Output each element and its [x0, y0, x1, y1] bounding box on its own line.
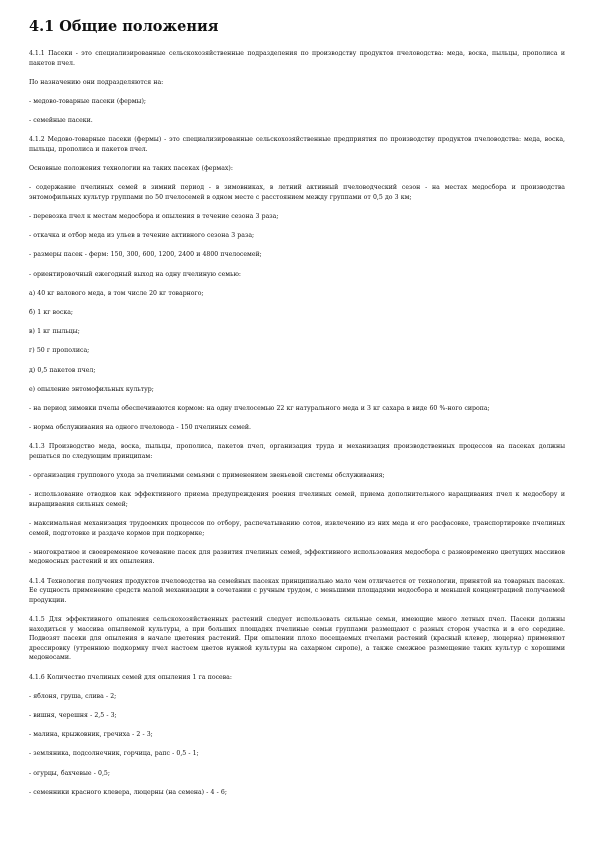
paragraph: - медово-товарные пасеки (фермы); [29, 97, 146, 105]
paragraph: е) опыление энтомофильных культур; [29, 385, 154, 393]
paragraph: - семейные пасеки. [29, 117, 93, 125]
paragraph: г) 50 г прополиса; [29, 347, 90, 355]
paragraph: а) 40 кг валового меда, в том числе 20 кг товарного; [29, 289, 204, 297]
paragraph: - ориентировочный ежегодный выход на одну пчелиную семью: [29, 270, 241, 278]
paragraph: По назначению они подразделяются на: [29, 78, 164, 86]
paragraph: - земляника, подсолнечник, горчица, рапс - 0,5 - 1; [29, 750, 199, 758]
paragraph: в) 1 кг пыльцы; [29, 328, 80, 336]
paragraph: - размеры пасек - ферм: 150, 300, 600, 1200, 2400 и 4800 пчелосемей; [29, 251, 262, 259]
paragraph: - использование отводков как эффективного приема предупреждения роения пчелиных семей, приема дополнительного наращивания пчел к медосбору и выращивания сильных семей; [29, 491, 565, 508]
paragraph: 4.1.3 Производство меда, воска, пыльцы, прополиса, пакетов пчел, организация труда и механизация производственных процессов на пасеках должны решаться по следующим принципам: [29, 443, 565, 460]
paragraph: Основные положения технологии на таких пасеках (фермах): [29, 165, 233, 173]
paragraph: 4.1.6 Количество пчелиных семей для опыления 1 га посева: [29, 673, 232, 681]
paragraph: 4.1.5 Для эффективного опыления сельскохозяйственных растений следует использовать сильные семьи, имеющие много летных пчел. Пасеки должны находиться у массива опыляемой культуры, а при больших площадях пчелиные семьи группами размещают с разных сторон участка и в его середине. Подвозят пасеки для опыления в начале цветения растений. При опылении плохо посещаемых пчелами растений (красный клевер, люцерна) применяют дрессировку (утреннюю подкормку пчел настоем цветов нужной культуры на сахарном сиропе), а также смежное размещение таких культур с хорошими медоносами. [29, 616, 565, 662]
paragraph: б) 1 кг воска; [29, 309, 74, 317]
paragraph: - малина, крыжовник, гречиха - 2 - 3; [29, 731, 153, 739]
paragraph: - перевозка пчел к местам медосбора и опыления в течение сезона 3 раза; [29, 213, 279, 221]
paragraph: 4.1.4 Технология получения продуктов пчеловодства на семейных пасеках принципиально мало чем отличается от технологии, принятой на товарных пасеках. Ее сущность применение средств малой механизации в сочетании с ручным трудом, с меньшими площадями медосбора и меньшей концентрацией получаемой продукции. [29, 577, 565, 604]
paragraph: д) 0,5 пакетов пчел; [29, 366, 96, 374]
paragraph: 4.1.1 Пасеки - это специализированные сельскохозяйственные подразделения по производству продуктов пчеловодства: меда, воска, пыльцы, прополиса и пакетов пчел. [29, 50, 565, 67]
paragraph: - яблоня, груша, слива - 2; [29, 692, 117, 700]
paragraph: - норма обслуживания на одного пчеловода - 150 пчелиных семей. [29, 424, 251, 432]
paragraph: - на период зимовки пчелы обеспечиваются кормом: на одну пчелосемью 22 кг натурального меда и 3 кг сахара в виде 60 %-ного сиропа; [29, 404, 490, 412]
paragraph: - содержание пчелиных семей в зимний период - в зимовниках, в летний активный пчеловодческий сезон - на местах медосбора и производства энтомофильных культур группами по 50 пчелосемей в одном месте с расстоянием между группами от 0,5 до 3 км; [29, 184, 565, 201]
paragraph: - семенники красного клевера, люцерны (на семена) - 4 - 6; [29, 788, 227, 796]
paragraph: - многократное и своевременное кочевание пасек для развития пчелиных семей, эффективного использования медосбора с разновременно цветущих массивов медоносных растений и их опыления. [29, 548, 565, 566]
document-body [29, 49, 565, 797]
paragraph: 4.1.2 Медово-товарные пасеки (фермы) - это специализированные сельскохозяйственные предприятия по производству продуктов пчеловодства: меда, воска, пыльцы, прополиса и пакетов пчел. [29, 136, 565, 153]
paragraph: - максимальная механизация трудоемких процессов по отбору, распечатыванию сотов, извлечению из них меда и его расфасовке, транспортировке пчелиных семей, подготовке и раздаче кормов при подкормке; [29, 520, 565, 537]
paragraph: - огурцы, бахчевые - 0,5; [29, 769, 110, 777]
paragraph: - откачка и отбор меда из ульев в течение активного сезона 3 раза; [29, 232, 255, 240]
section-heading: 4.1 Общие положения [29, 18, 219, 35]
paragraph: - вишня, черешня - 2,5 - 3; [29, 711, 117, 719]
paragraph: - организация группового ухода за пчелиными семьями с применением звеньевой системы обслуживания; [29, 472, 385, 480]
